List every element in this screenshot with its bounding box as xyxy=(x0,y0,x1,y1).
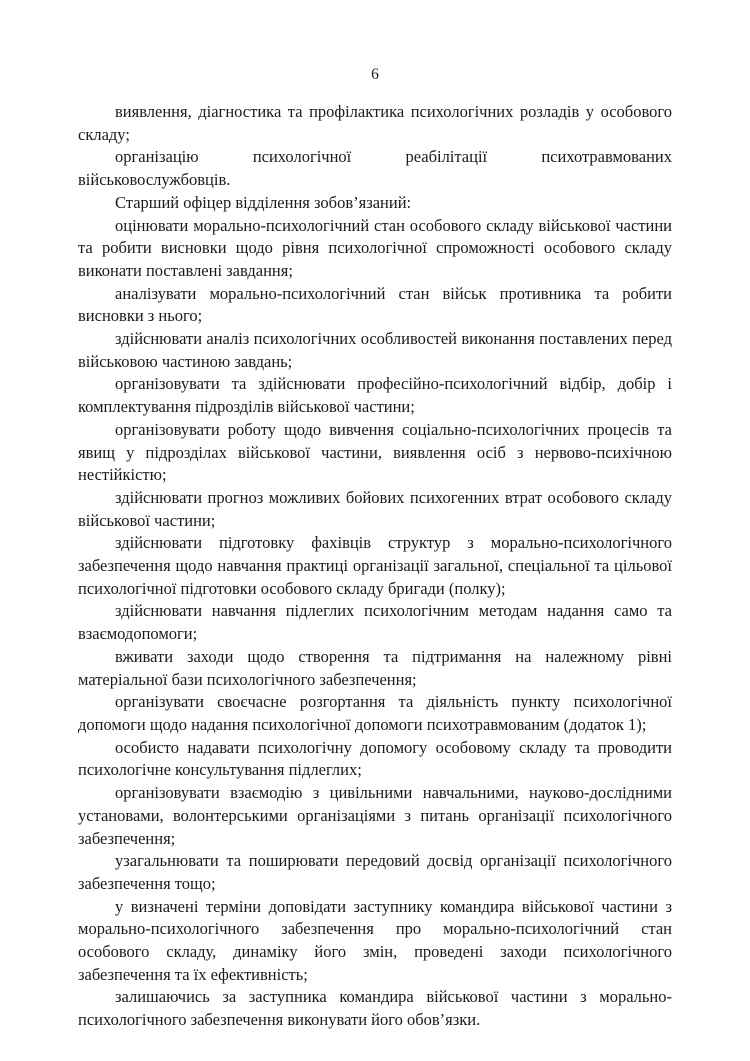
paragraph: організовувати та здійснювати професійно-психологічний відбір, добір і комплектування підрозділів військової частини; xyxy=(78,374,672,417)
paragraph: організацію психологічної реабілітації психотравмованих військовослужбовців. xyxy=(78,147,672,190)
paragraph: організувати своєчасне розгортання та діяльність пункту психологічної допомоги щодо надання психологічної допомоги психотравмованим (додаток 1); xyxy=(78,692,672,734)
paragraph: організовувати взаємодію з цивільними навчальними, науково-дослідними установами, волонтерськими організаціями з питань організації психологічного забезпечення; xyxy=(78,783,672,848)
paragraph: аналізувати морально-психологічний стан військ противника та робити висновки з нього; xyxy=(78,283,672,326)
paragraph: вживати заходи щодо створення та підтримання на належному рівні матеріальної бази психологічного забезпечення; xyxy=(78,646,672,689)
paragraph: оцінювати морально-психологічний стан особового складу військової частини та робити висновки щодо рівня психологічної спроможності особового складу виконати поставлені завдання; xyxy=(78,215,672,280)
paragraph: організовувати роботу щодо вивчення соціально-психологічних процесів та явищ у підрозділах військової частини, виявлення осіб з нервово-психічною нестійкістю; xyxy=(78,419,672,485)
paragraph: узагальнювати та поширювати передовий досвід організації психологічного забезпечення тощо; xyxy=(78,851,672,893)
paragraph: здійснювати аналіз психологічних особливостей виконання поставлених перед військовою частиною завдань; xyxy=(78,329,672,371)
paragraph: виявлення, діагностика та профілактика психологічних розладів у особового складу; xyxy=(78,102,672,144)
paragraph: залишаючись за заступника командира військової частини з морально-психологічного забезпечення виконувати його обов’язки. xyxy=(78,987,672,1030)
paragraph: особисто надавати психологічну допомогу особовому складу та проводити психологічне консультування підлеглих; xyxy=(78,737,672,780)
paragraph: здійснювати прогноз можливих бойових психогенних втрат особового складу військової частини; xyxy=(78,487,672,530)
paragraph: Старший офіцер відділення зобов’язаний: xyxy=(115,192,412,212)
paragraph: здійснювати навчання підлеглих психологічним методам надання само та взаємодопомоги; xyxy=(78,601,672,644)
paragraph: здійснювати підготовку фахівців структур з морально-психологічного забезпечення щодо навчання практиці організації загальної, спеціальної та цільової психологічної підготовки особового складу бригади (полку); xyxy=(78,533,672,598)
page-number: 6 xyxy=(371,66,379,83)
document-body xyxy=(78,101,672,1032)
paragraph: у визначені терміни доповідати заступнику командира військової частини з морально-психологічного забезпечення про морально-психологічний стан особового складу, динаміку його змін, проведені заходи психологічного забезпечення та їх ефективність; xyxy=(78,896,672,984)
